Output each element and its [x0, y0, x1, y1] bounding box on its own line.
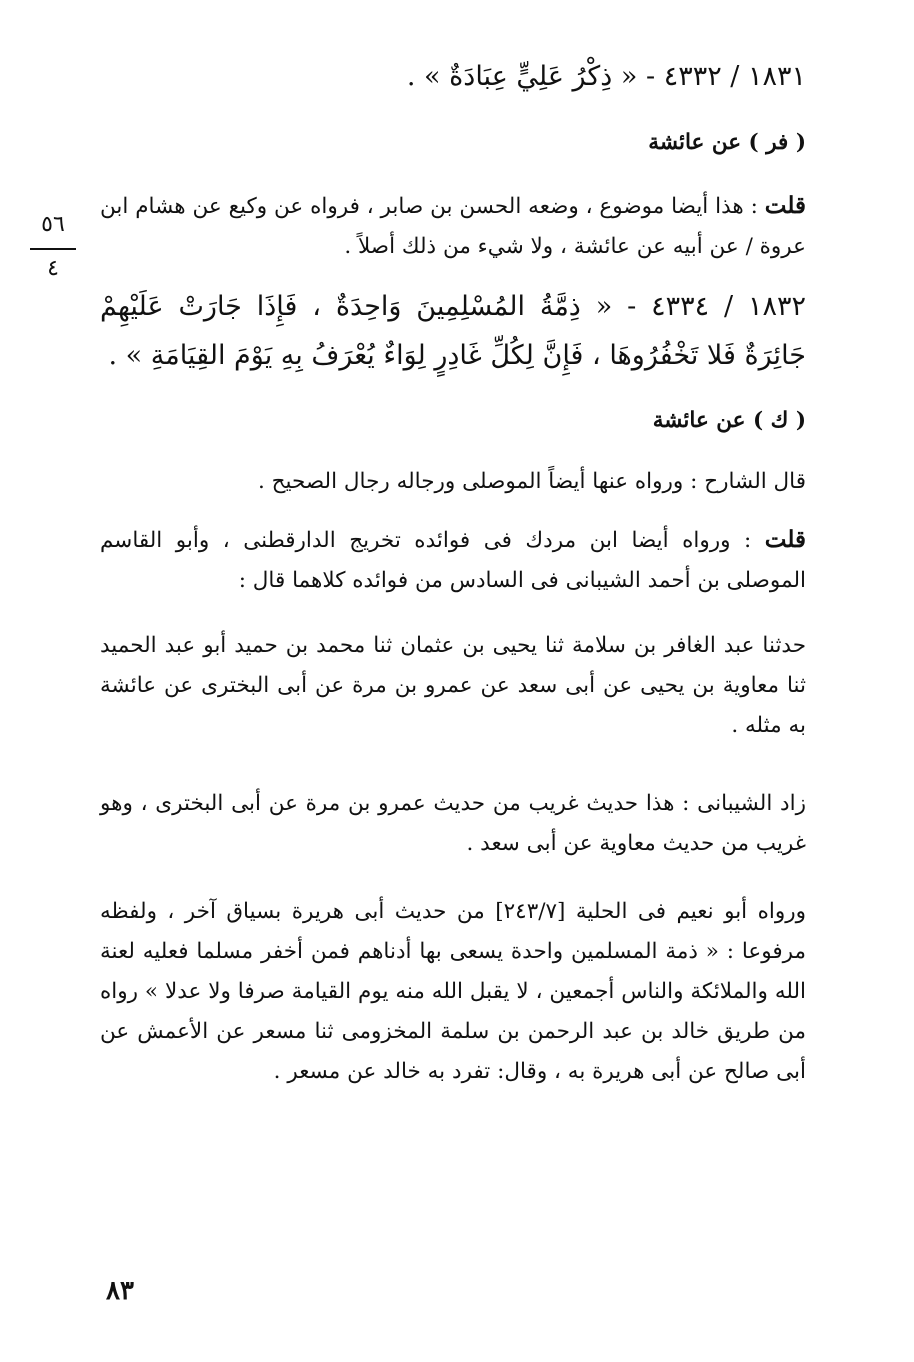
- comment-keyword: قلت: [764, 526, 806, 553]
- comment-1832: [100, 520, 806, 601]
- page-number: ٨٣: [106, 1276, 134, 1306]
- comment-keyword: قلت: [764, 192, 806, 219]
- isnad-paragraph: [100, 626, 806, 746]
- sharih-note: [100, 462, 806, 502]
- margin-note-bottom: ٤: [47, 256, 59, 281]
- margin-note: [30, 212, 76, 282]
- comment-1831: [100, 186, 806, 267]
- comment-1831-text: : هذا أيضا موضوع ، وضعه الحسن بن صابر ، فرواه عن وكيع عن هشام ابن عروة / عن أبيه عن عائشة ، ولا شيء من ذلك أصلاً .: [100, 194, 806, 259]
- comment-1832-text: : ورواه أيضا ابن مردك فى فوائده تخريج الدارقطنى ، وأبو القاسم الموصلى بن أحمد الشيبانى فى السادس من فوائده كلاهما قال :: [100, 528, 806, 593]
- source-1832: [100, 406, 806, 436]
- shaybani-addition-text: زاد الشيبانى : هذا حديث غريب من حديث عمرو بن مرة عن أبى البخترى ، وهو غريب من حديث معاوية عن أبى سعد .: [100, 791, 806, 856]
- isnad-text: حدثنا عبد الغافر بن سلامة ثنا يحيى بن عثمان ثنا محمد بن حميد أبو عبد الحميد ثنا معاوية بن يحيى عن أبى سعد عن عمرو بن مرة عن أبى البخترى عن عائشة به مثله .: [100, 633, 806, 738]
- source-1831-text: ( فر ) عن عائشة: [648, 130, 806, 155]
- hadith-1831: [100, 52, 806, 101]
- margin-note-divider: [30, 248, 76, 250]
- margin-note-top: ٥٦: [41, 212, 65, 237]
- abu-nuaim-text: ورواه أبو نعيم فى الحلية [٢٤٣/٧] من حديث أبى هريرة بسياق آخر ، ولفظه مرفوعا : « ذمة المسلمين واحدة يسعى بها أدناهم فمن أخفر مسلما فعليه لعنة الله والملائكة والناس أجمعين ، لا يقبل الله منه يوم القيامة صرفا ولا عدلا » رواه من طريق خالد بن عبد الرحمن بن سلمة المخزومى ثنا مسعر عن الأعمش عن أبى صالح عن أبى هريرة به ، وقال: تفرد به خالد عن مسعر .: [100, 899, 806, 1084]
- sharih-note-text: قال الشارح : ورواه عنها أيضاً الموصلى ورجاله رجال الصحيح .: [258, 469, 806, 494]
- source-1831: [100, 128, 806, 158]
- hadith-1832: [100, 282, 806, 380]
- abu-nuaim-paragraph: [100, 892, 806, 1092]
- hadith-1832-text: ١٨٣٢ / ٤٣٣٤ - « ذِمَّةُ المُسْلِمِينَ وَاحِدَةٌ ، فَإِذَا جَارَتْ عَلَيْهِمْ جَائِرَةٌ فَلا تَخْفُرُوهَا ، فَإِنَّ لِكُلِّ غَادِرٍ لِوَاءٌ يُعْرَفُ بِهِ يَوْمَ القِيَامَةِ » .: [100, 291, 806, 371]
- shaybani-addition: [100, 784, 806, 864]
- source-1832-text: ( ك ) عن عائشة: [652, 408, 806, 433]
- hadith-1831-text: ١٨٣١ / ٤٣٣٢ - « ذِكْرُ عَلِيٍّ عِبَادَةٌ » .: [406, 61, 806, 92]
